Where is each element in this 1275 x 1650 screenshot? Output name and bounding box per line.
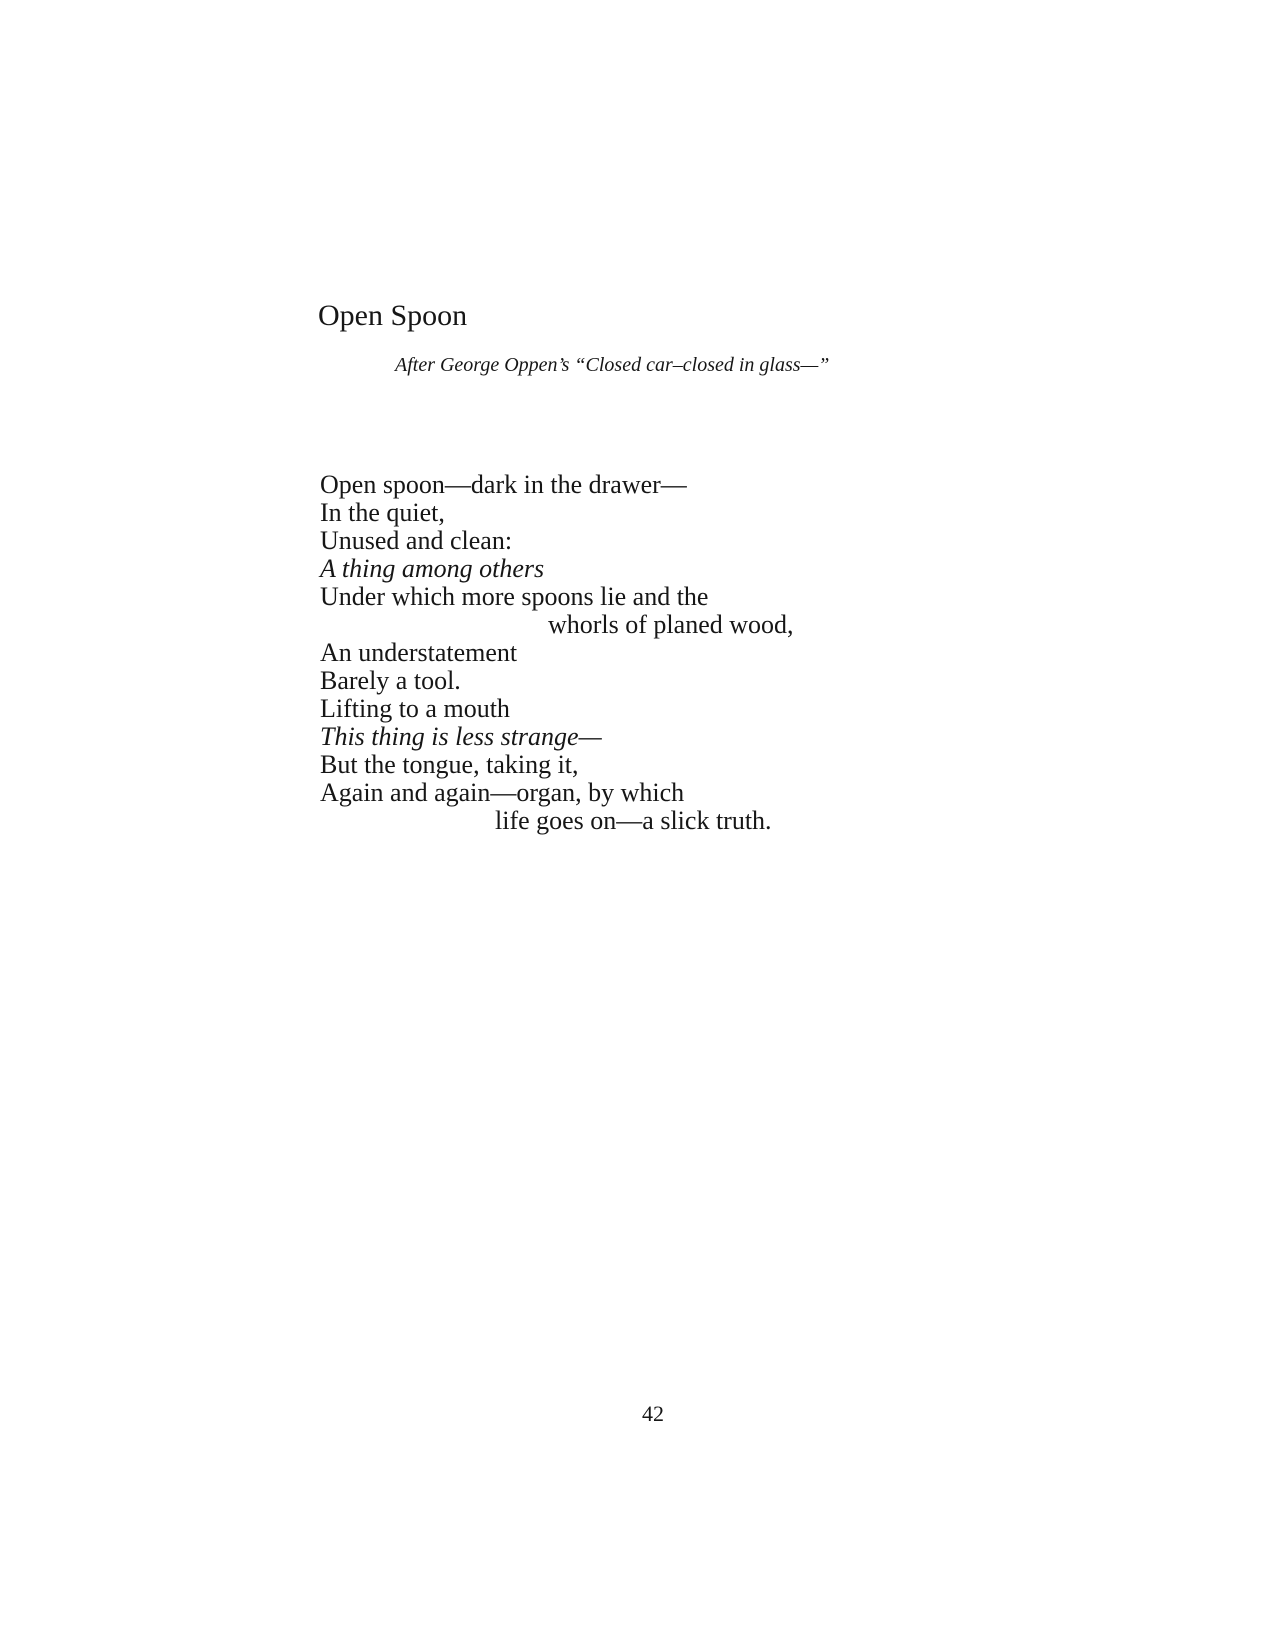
poem-line: Again and again—organ, by which — [320, 778, 685, 807]
poem-line: But the tongue, taking it, — [320, 750, 579, 779]
poem-title: Open Spoon — [318, 299, 468, 332]
poem-line: whorls of planed wood, — [548, 610, 794, 639]
poem-body — [320, 471, 794, 835]
poem-line: Barely a tool. — [320, 666, 461, 695]
poem-line: In the quiet, — [320, 498, 445, 527]
page-number: 42 — [642, 1401, 664, 1426]
poem-line: Lifting to a mouth — [320, 694, 510, 723]
poem-line: Under which more spoons lie and the — [320, 582, 709, 611]
poem-line: life goes on—a slick truth. — [495, 806, 772, 835]
poem-epigraph: After George Oppen’s “Closed car–closed in glass—” — [395, 354, 830, 376]
poem-line: A thing among others — [320, 554, 545, 583]
poem-line: Unused and clean: — [320, 526, 513, 555]
poem-line: This thing is less strange— — [320, 722, 602, 751]
poem-line: Open spoon—dark in the drawer— — [320, 470, 687, 499]
poem-line: An understatement — [320, 638, 518, 667]
